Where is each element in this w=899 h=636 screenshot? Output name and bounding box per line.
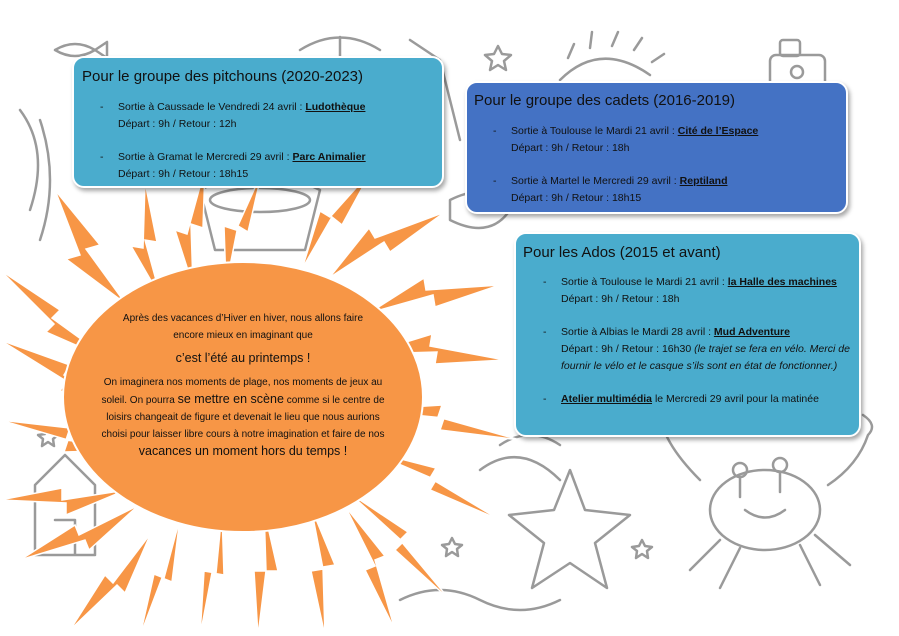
workshop-name: Atelier multimédia <box>561 393 653 405</box>
outing-description: Sortie à Toulouse le Mardi 21 avril : <box>561 276 728 288</box>
bullet: - <box>493 125 497 137</box>
sun-body-part: comme si le centre de loisirs changeait de figure et devenait le lieu que nous aurions choisi pour laisser libre cours à notre imagination et faire de nos <box>101 395 385 440</box>
outing-place: Reptiland <box>679 175 728 187</box>
list-item <box>493 123 846 157</box>
sun-ray-icon <box>20 505 139 560</box>
sun-ray-icon <box>55 190 126 304</box>
list-item <box>543 274 851 308</box>
list-item <box>543 324 851 375</box>
bullet: - <box>543 326 547 338</box>
pitchouns-outings-list <box>100 99 442 183</box>
sun-body <box>98 374 388 461</box>
pitchouns-title: Pour le groupe des pitchouns (2020-2023) <box>82 68 364 85</box>
list-item <box>100 149 442 183</box>
ados-title: Pour les Ados (2015 et avant) <box>523 244 721 261</box>
cadets-group-box <box>465 81 848 214</box>
sun-ray-icon <box>369 278 500 313</box>
sun-ray-icon <box>0 488 126 515</box>
outing-description: Sortie à Caussade le Vendredi 24 avril : <box>118 101 306 113</box>
workshop-details: le Mercredi 29 avril pour la matinée <box>652 393 819 405</box>
outing-times: Départ : 9h / Retour : 18h15 <box>118 168 249 180</box>
starfish-large-icon <box>509 470 630 588</box>
sun-ray-icon <box>70 533 151 630</box>
sun-ray-icon <box>140 518 180 636</box>
sun-message <box>98 310 388 461</box>
outing-place: Parc Animalier <box>292 151 366 163</box>
pitchouns-group-box <box>72 56 444 188</box>
bullet: - <box>543 276 547 288</box>
outing-description: Sortie à Gramat le Mercredi 29 avril : <box>118 151 293 163</box>
outing-place: la Halle des machines <box>727 276 837 288</box>
ados-group-box <box>514 232 861 437</box>
sun-body-highlight: se mettre en scène <box>177 392 284 406</box>
star-icon <box>632 540 652 558</box>
outing-times: Départ : 9h / Retour : 16h30 <box>561 343 695 355</box>
sun-body-part: On imaginera nos moments de plage, nos moments de jeux au soleil. On pourra <box>101 377 383 406</box>
sun-ray-icon <box>348 492 450 600</box>
outing-times: Départ : 9h / Retour : 18h <box>561 293 680 305</box>
outing-place: Cité de l’Espace <box>677 125 759 137</box>
outing-times: Départ : 9h / Retour : 18h15 <box>511 192 642 204</box>
outing-description: Sortie à Albias le Mardi 28 avril : <box>561 326 714 338</box>
sun-headline: c’est l’été au printemps ! <box>175 351 311 365</box>
outing-place: Ludothèque <box>305 101 366 113</box>
outing-times: Départ : 9h / Retour : 18h <box>511 142 630 154</box>
bullet: - <box>543 393 547 405</box>
starfish-small-icon <box>485 46 511 70</box>
ados-outings-list <box>543 274 851 408</box>
outing-place: Mud Adventure <box>713 326 790 338</box>
list-item <box>543 391 851 408</box>
list-item <box>493 173 846 207</box>
sun-ray-icon <box>311 507 335 636</box>
star-icon <box>442 538 462 556</box>
bullet: - <box>493 175 497 187</box>
sun-doodle-icon <box>560 32 664 80</box>
sun-intro: Après des vacances d’Hiver en hiver, nous allons faire encore mieux en imaginant que <box>122 313 364 341</box>
outing-description: Sortie à Toulouse le Mardi 21 avril : <box>511 125 678 137</box>
cadets-outings-list <box>493 123 846 207</box>
outing-times: Départ : 9h / Retour : 12h <box>118 118 237 130</box>
outing-description: Sortie à Martel le Mercredi 29 avril : <box>511 175 680 187</box>
sun-body-highlight: vacances un moment hors du temps ! <box>138 444 348 458</box>
cadets-title: Pour le groupe des cadets (2016-2019) <box>474 92 736 109</box>
bullet: - <box>100 151 104 163</box>
outing-note: (le trajet se fera en vélo. Merci de fournir le vélo et le casque s’ils sont en état de fonctionner.) <box>561 343 850 372</box>
bullet: - <box>100 101 104 113</box>
sun-ray-icon <box>329 212 445 278</box>
list-item <box>100 99 442 133</box>
